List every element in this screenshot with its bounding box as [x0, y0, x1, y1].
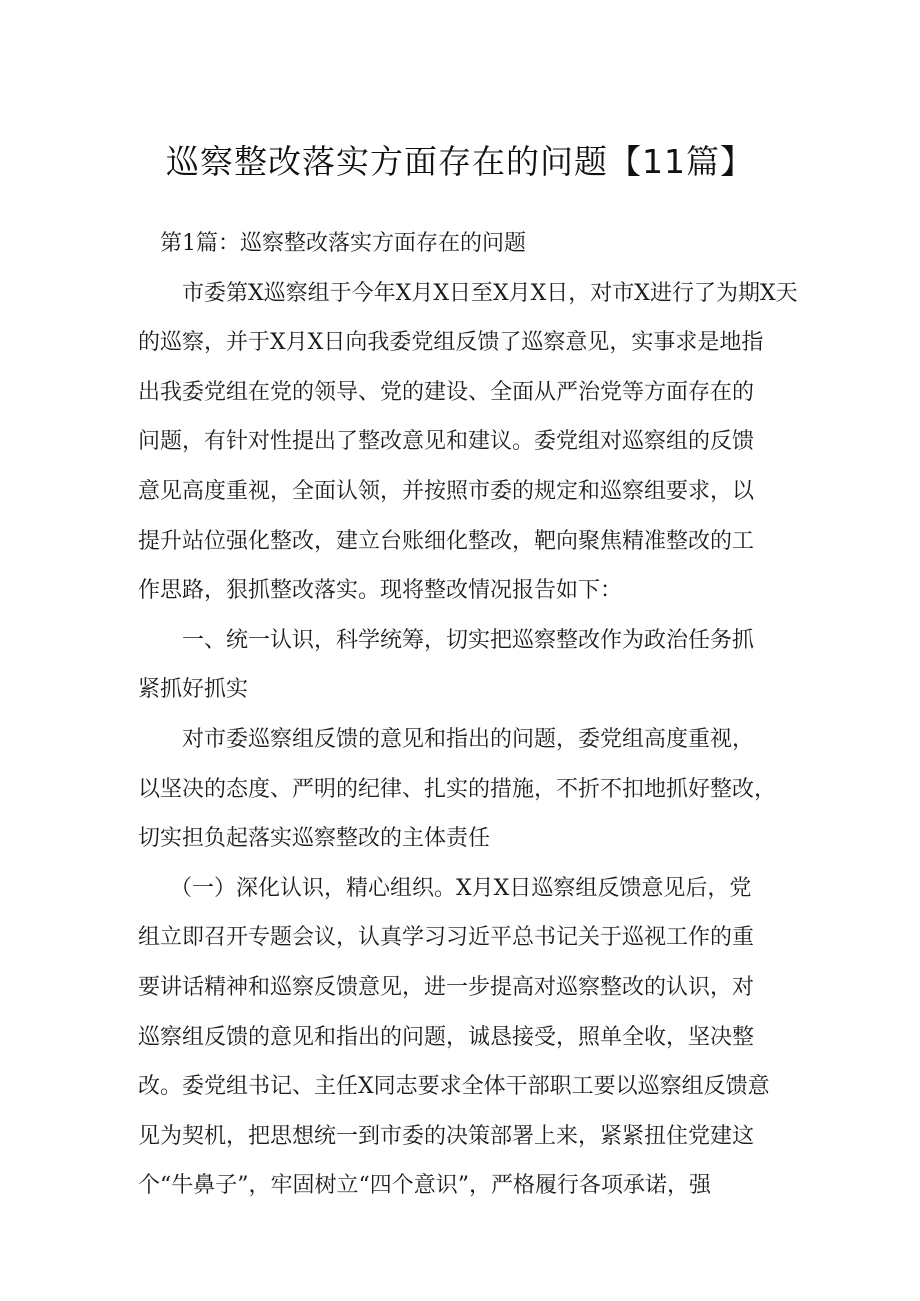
paragraph-line: 个“牛鼻子”，牢固树立“四个意识”，严格履行各项承诺，强 [138, 1173, 711, 1199]
paragraph-line: 对市委巡察组反馈的意见和指出的问题，委党组高度重视， [182, 726, 755, 752]
paragraph-line: 巡察组反馈的意见和指出的问题，诚恳接受，照单全收，坚决整 [138, 1024, 755, 1050]
paragraph-line: 见为契机，把思想统一到市委的决策部署上来，紧紧扭住党建这 [138, 1123, 755, 1149]
paragraph-line: 要讲话精神和巡察反馈意见，进一步提高对巡察整改的认识，对 [138, 974, 755, 1000]
paragraph-line: 意见高度重视，全面认领，并按照市委的规定和巡察组要求，以 [138, 478, 755, 504]
paragraph-line: 出我委党组在党的领导、党的建设、全面从严治党等方面存在的 [138, 379, 755, 405]
paragraph-line: 改。委党组书记、主任X同志要求全体干部职工要以巡察组反馈意 [138, 1074, 770, 1100]
heading-line: 紧抓好抓实 [138, 677, 249, 703]
paragraph-line: 问题，有针对性提出了整改意见和建议。委党组对巡察组的反馈 [138, 429, 755, 455]
paragraph-line: 的巡察，并于X月X日向我委党组反馈了巡察意见，实事求是地指 [138, 330, 764, 356]
section-heading: 第1篇：巡察整改落实方面存在的问题 [160, 231, 526, 256]
paragraph-line: 以坚决的态度、严明的纪律、扎实的措施，不折不扣地抓好整改， [138, 776, 777, 802]
paragraph-line: 组立即召开专题会议，认真学习习近平总书记关于巡视工作的重 [138, 925, 755, 951]
paragraph-line: 市委第X巡察组于今年X月X日至X月X日，对市X进行了为期X天 [182, 280, 798, 306]
paragraph-line: 作思路，狠抓整改落实。现将整改情况报告如下： [138, 578, 623, 604]
paragraph-line: 提升站位强化整改，建立台账细化整改，靶向聚焦精准整改的工 [138, 528, 755, 554]
document-title: 巡察整改落实方面存在的问题【11篇】 [166, 142, 754, 181]
heading-line: 一、统一认识，科学统筹，切实把巡察整改作为政治任务抓 [182, 627, 755, 653]
document-body [138, 223, 798, 1215]
paragraph-line: 切实担负起落实巡察整改的主体责任 [138, 826, 491, 852]
paragraph-line: （一）深化认识，精心组织。X月X日巡察组反馈意见后，党 [170, 875, 752, 901]
